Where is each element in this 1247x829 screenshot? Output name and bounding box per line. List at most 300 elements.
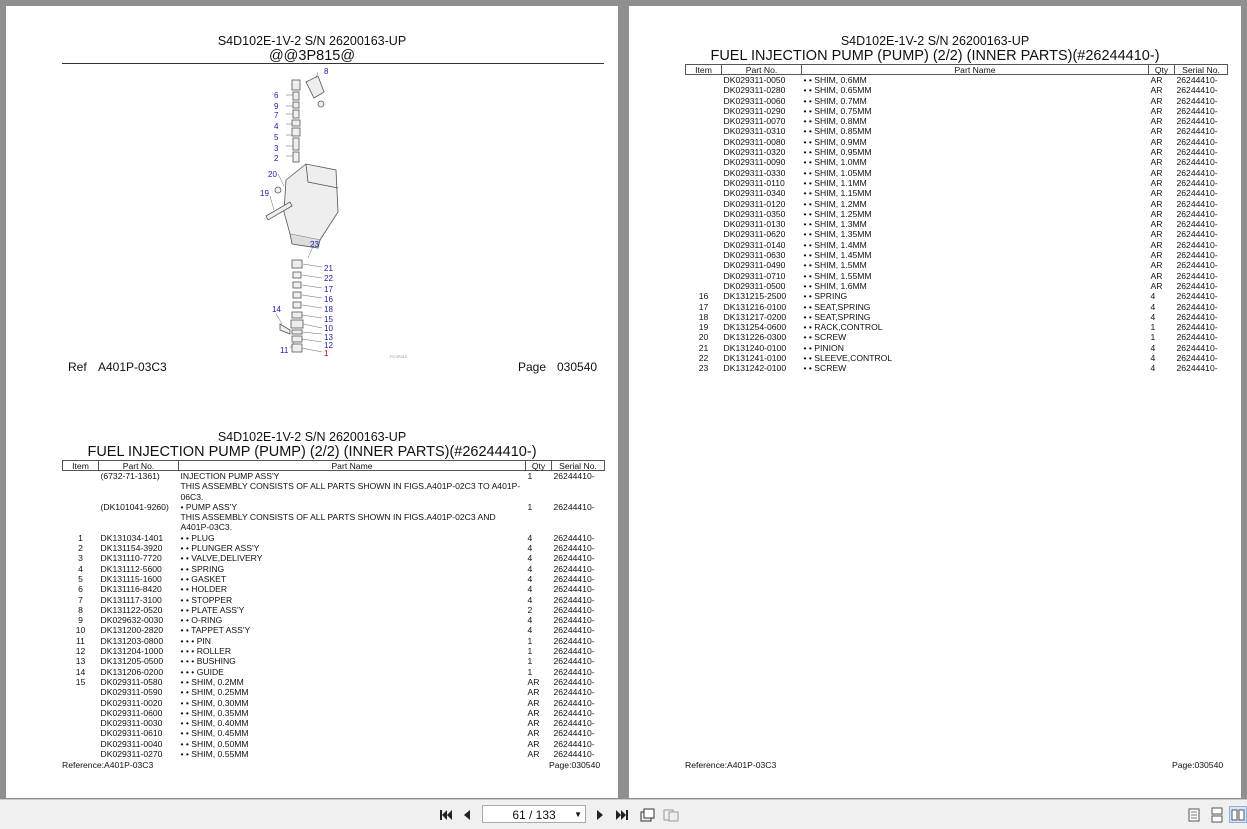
cell-part-no: DK131110-7720 — [100, 553, 162, 564]
viewer-toolbar — [0, 799, 1247, 829]
cell-serial: 26244410- — [1176, 75, 1218, 85]
cell-serial: 26244410- — [1176, 188, 1218, 199]
table-row — [686, 106, 1228, 116]
table-row — [63, 687, 605, 697]
cell-part-name: • • SHIM, 1.3MM — [803, 219, 867, 230]
cell-qty: AR — [1150, 85, 1163, 96]
cell-part-no — [99, 481, 179, 502]
cell-qty: 4 — [1150, 311, 1156, 322]
table-row — [686, 240, 1228, 250]
cell-part-no: DK029311-0340 — [723, 188, 786, 199]
next-page-icon[interactable] — [591, 806, 609, 823]
table-row — [63, 553, 605, 563]
cell-item: 22 — [698, 353, 709, 364]
cell-item — [63, 471, 99, 482]
table-row — [63, 584, 605, 594]
cell-item — [686, 137, 722, 147]
cell-item — [63, 708, 99, 718]
cell-serial: 26244410- — [553, 604, 595, 615]
cell-item: 12 — [75, 646, 86, 657]
page-indicator: 61 / 133 — [512, 808, 556, 822]
cell-qty: AR — [1150, 198, 1163, 209]
cell-part-no: DK029311-0310 — [723, 126, 786, 137]
cell-qty: AR — [1150, 116, 1163, 127]
cell-item — [686, 178, 722, 188]
cell-serial: 26244410- — [1176, 95, 1218, 106]
cell-serial: 26244410- — [553, 707, 595, 718]
cell-part-no: DK029311-0120 — [723, 198, 786, 209]
callout-label: 11 — [280, 346, 289, 355]
cell-item — [63, 512, 99, 533]
table-row — [63, 471, 605, 482]
cell-serial: 26244410- — [553, 471, 595, 481]
cell-part-name: • • O-RING — [180, 615, 223, 626]
header-part-no: Part No. — [722, 65, 802, 75]
cell-item: 18 — [698, 311, 709, 322]
section-title: S4D102E-1V-2 S/N 26200163-UP — [217, 430, 407, 444]
callout-label: 7 — [274, 111, 279, 120]
document-page-left — [6, 6, 618, 798]
cell-serial: 26244410- — [1176, 311, 1218, 322]
cell-serial: 26244410- — [553, 625, 595, 636]
cell-serial: 26244410- — [1176, 260, 1218, 271]
cell-part-name: THIS ASSEMBLY CONSISTS OF ALL PARTS SHOWN IN FIGS.A401P-02C3 AND A401P-03C3. — [180, 512, 496, 533]
cell-part-name: • • SHIM, 1.5MM — [803, 260, 867, 271]
cell-item — [686, 75, 722, 86]
callout-label: 22 — [324, 274, 333, 283]
cell-qty: AR — [1150, 126, 1163, 137]
cell-part-no: DK131205-0500 — [100, 656, 164, 667]
cell-qty: 1 — [1150, 332, 1156, 343]
cell-item: 17 — [698, 301, 709, 312]
cell-item — [686, 168, 722, 178]
cell-qty: AR — [1150, 219, 1163, 230]
header-item: Item — [63, 461, 99, 471]
table-row — [686, 199, 1228, 209]
callout-label: 15 — [324, 315, 333, 324]
cell-item — [63, 728, 99, 738]
cell-serial: 26244410- — [1176, 167, 1218, 178]
cell-serial: 26244410- — [553, 615, 595, 626]
cell-part-name: • • SHIM, 0.2MM — [180, 676, 244, 687]
cell-qty: 1 — [527, 471, 533, 481]
facing-icon[interactable] — [1229, 806, 1247, 823]
cell-qty: AR — [1150, 157, 1163, 168]
table-row — [686, 271, 1228, 281]
cell-qty: AR — [527, 687, 540, 698]
callout-label: 5 — [274, 133, 279, 142]
header-part-no: Part No. — [99, 461, 179, 471]
callout-label: 19 — [260, 189, 269, 198]
cell-item — [686, 271, 722, 281]
first-page-icon[interactable] — [437, 806, 455, 823]
parts-table — [685, 64, 1228, 374]
page-title: S4D102E-1V-2 S/N 26200163-UP — [840, 34, 1030, 48]
cell-serial: 26244410- — [1176, 322, 1218, 333]
cell-part-name: • • PLUG — [180, 532, 215, 543]
table-row — [686, 260, 1228, 270]
table-row — [686, 343, 1228, 353]
page-number-input[interactable] — [482, 805, 586, 823]
cell-item — [63, 687, 99, 697]
table-header-row — [686, 65, 1228, 75]
table-row — [63, 646, 605, 656]
continuous-icon[interactable] — [1208, 806, 1226, 823]
cell-part-name: • • SHIM, 0.65MM — [803, 85, 872, 96]
cell-serial: 26244410- — [553, 563, 595, 574]
cell-part-no: DK029311-0280 — [723, 85, 786, 96]
last-page-icon[interactable] — [613, 806, 631, 823]
cell-serial: 26244410- — [553, 584, 595, 595]
cell-part-no: DK029311-0710 — [723, 270, 786, 281]
cell-serial: 26244410- — [1176, 291, 1218, 302]
table-row — [63, 667, 605, 677]
cell-item: 6 — [78, 584, 83, 595]
cell-part-no: DK029311-0050 — [723, 75, 786, 85]
cell-part-name: • • SHIM, 1.25MM — [803, 208, 872, 219]
cell-part-no: DK029311-0060 — [723, 95, 786, 106]
cell-part-no: (DK101041-9260) — [100, 501, 169, 512]
cell-part-name: THIS ASSEMBLY CONSISTS OF ALL PARTS SHOWN IN FIGS.A401P-02C3 TO A401P-06C3. — [180, 481, 521, 502]
cell-item: 9 — [78, 615, 83, 626]
cell-part-name: • • SHIM, 0.40MM — [180, 718, 249, 729]
single-page-icon[interactable] — [1185, 806, 1203, 823]
page-subtitle: @@3P815@ — [268, 48, 356, 64]
cell-serial: 26244410- — [553, 697, 595, 708]
cell-part-no: DK029311-0330 — [723, 167, 786, 178]
cell-qty: 1 — [1150, 322, 1156, 333]
cell-qty: AR — [1150, 105, 1163, 116]
cell-part-no: DK029311-0140 — [723, 239, 786, 250]
prev-page-icon[interactable] — [458, 806, 476, 823]
cell-qty: 1 — [527, 501, 533, 512]
page-label: Page — [518, 360, 547, 374]
table-row — [686, 147, 1228, 157]
table-row — [63, 656, 605, 666]
cell-item — [686, 260, 722, 270]
cell-item — [686, 157, 722, 167]
cell-serial: 26244410- — [1176, 157, 1218, 168]
cell-part-no: DK131242-0100 — [723, 363, 787, 374]
cell-part-no: DK131206-0200 — [100, 666, 164, 677]
table-row — [686, 332, 1228, 342]
callout-label: 13 — [324, 333, 333, 342]
cell-item — [686, 240, 722, 250]
callout-label: 14 — [272, 305, 281, 314]
cell-item — [686, 147, 722, 157]
cell-item — [686, 250, 722, 260]
cell-part-no: DK029311-0020 — [100, 697, 163, 708]
cell-item: 23 — [698, 363, 709, 374]
cell-part-name: • • SHIM, 0.75MM — [803, 105, 872, 116]
cell-item — [686, 199, 722, 209]
cell-part-name: • • SHIM, 1.1MM — [803, 177, 867, 188]
cell-item — [686, 96, 722, 106]
cell-part-name: • • SHIM, 0.55MM — [180, 749, 249, 760]
cell-serial: 26244410- — [1176, 105, 1218, 116]
cell-item: 10 — [75, 625, 86, 636]
cell-item — [63, 718, 99, 728]
cell-item — [63, 481, 99, 502]
cell-part-name: • • SHIM, 1.0MM — [803, 157, 867, 168]
cell-part-name: • • SHIM, 0.25MM — [180, 687, 249, 698]
cell-qty: AR — [527, 718, 540, 729]
cell-serial: 26244410- — [553, 656, 595, 667]
cell-serial: 26244410- — [553, 728, 595, 739]
cell-part-no: DK029311-0110 — [723, 177, 785, 188]
cell-item — [686, 126, 722, 136]
callout-label: 6 — [274, 91, 279, 100]
cell-item: 5 — [78, 573, 83, 584]
table-row — [63, 698, 605, 708]
cell-part-name: • • SCREW — [803, 363, 847, 374]
callout-label: 8 — [324, 67, 329, 76]
callout-label: 23 — [310, 240, 319, 249]
cell-part-no: DK029311-0070 — [723, 116, 786, 127]
cell-item — [686, 209, 722, 219]
cell-item: 7 — [78, 594, 83, 605]
cell-part-no: DK029311-0350 — [723, 208, 786, 219]
cell-qty: 4 — [527, 584, 533, 595]
table-row — [63, 564, 605, 574]
cell-part-no: DK131112-5600 — [100, 563, 162, 574]
cell-item: 2 — [78, 543, 83, 554]
table-row — [686, 302, 1228, 312]
cell-qty: 4 — [527, 553, 533, 564]
cell-qty: 4 — [527, 563, 533, 574]
cell-part-no: DK029311-0610 — [100, 728, 163, 739]
table-row — [63, 605, 605, 615]
cell-item: 1 — [78, 532, 83, 543]
rotate-icon[interactable] — [638, 806, 656, 823]
table-row — [63, 512, 605, 533]
cell-item — [686, 281, 722, 291]
cell-part-name: • • • PIN — [180, 635, 212, 646]
cell-serial: 26244410- — [553, 687, 595, 698]
cell-item — [63, 502, 99, 512]
cell-part-name: • PUMP ASS'Y — [180, 501, 238, 512]
cell-item — [686, 85, 722, 95]
cell-part-no: DK131154-3920 — [100, 543, 163, 554]
table-row — [686, 281, 1228, 291]
table-row — [686, 209, 1228, 219]
page-value: 030540 — [557, 360, 598, 374]
cell-item — [686, 116, 722, 126]
chevron-down-icon[interactable]: ▼ — [574, 810, 582, 819]
cell-serial: 26244410- — [1176, 126, 1218, 137]
cell-part-no: DK131204-1000 — [100, 646, 164, 657]
cell-part-name: • • SHIM, 1.2MM — [803, 198, 867, 209]
cell-part-no: DK029311-0270 — [100, 749, 163, 760]
cell-qty: 2 — [527, 604, 533, 615]
cell-serial: 26244410- — [553, 666, 595, 677]
callout-label: 2 — [274, 154, 279, 163]
table-row — [686, 137, 1228, 147]
cell-serial: 26244410- — [1176, 208, 1218, 219]
cell-qty: AR — [1150, 95, 1163, 106]
cell-part-name: • • GASKET — [180, 573, 227, 584]
cell-qty: AR — [527, 738, 540, 749]
cell-qty: AR — [1150, 250, 1163, 261]
cell-serial: 26244410- — [553, 738, 595, 749]
cell-part-name: • • SHIM, 0.7MM — [803, 95, 867, 106]
table-row — [63, 533, 605, 543]
cell-item: 14 — [75, 666, 86, 677]
cell-serial: 26244410- — [553, 646, 595, 657]
header-serial: Serial No. — [552, 461, 605, 471]
cell-qty: AR — [1150, 208, 1163, 219]
exploded-parts-diagram — [246, 62, 408, 360]
cell-item: 13 — [75, 656, 86, 667]
cell-part-no: DK029311-0080 — [723, 136, 786, 147]
table-row — [63, 708, 605, 718]
cell-serial: 26244410- — [1176, 342, 1218, 353]
cell-qty: 1 — [527, 646, 533, 657]
callout-label: 17 — [324, 285, 333, 294]
cell-serial: 26244410- — [1176, 353, 1218, 364]
footer-reference: Reference:A401P-03C3 — [685, 760, 777, 770]
table-row — [686, 96, 1228, 106]
table-row — [686, 219, 1228, 229]
table-row — [63, 749, 605, 759]
callout-label: 10 — [324, 324, 333, 333]
cell-part-no: DK131116-8420 — [100, 584, 162, 595]
cell-part-no: DK131122-0520 — [100, 604, 163, 615]
cell-serial: 26244410- — [1176, 219, 1218, 230]
cell-part-name: • • SHIM, 0.85MM — [803, 126, 872, 137]
cell-serial: 26244410- — [553, 749, 595, 760]
cell-part-name: • • • ROLLER — [180, 646, 232, 657]
cell-qty: 4 — [527, 594, 533, 605]
cell-item: 11 — [76, 635, 85, 646]
table-row — [686, 322, 1228, 332]
callout-label: 4 — [274, 122, 279, 131]
ref-value: A401P-03C3 — [98, 360, 167, 374]
callout-label: 20 — [268, 170, 277, 179]
cell-qty: AR — [527, 707, 540, 718]
cell-item: 16 — [698, 291, 709, 302]
cell-item: 20 — [698, 332, 709, 343]
cell-part-name: • • HOLDER — [180, 584, 228, 595]
table-row — [686, 126, 1228, 136]
cell-qty: 4 — [1150, 301, 1156, 312]
cell-part-name: • • RACK,CONTROL — [803, 322, 883, 333]
footer-reference: Reference:A401P-03C3 — [62, 760, 154, 770]
table-row — [686, 168, 1228, 178]
cell-qty — [526, 481, 552, 502]
cell-qty: AR — [1150, 188, 1163, 199]
cell-item: 19 — [698, 322, 709, 333]
ref-label: Ref — [68, 360, 87, 374]
cell-part-name: • • SHIM, 1.45MM — [803, 250, 872, 261]
cell-qty: AR — [527, 676, 540, 687]
table-row — [686, 85, 1228, 95]
cell-part-no — [99, 512, 179, 533]
cell-part-name: • • SHIM, 0.50MM — [180, 738, 249, 749]
cell-serial — [552, 512, 605, 533]
cell-part-no: DK131226-0300 — [723, 332, 787, 343]
cell-serial: 26244410- — [553, 635, 595, 646]
page-title: S4D102E-1V-2 S/N 26200163-UP — [217, 34, 407, 48]
cell-serial: 26244410- — [553, 594, 595, 605]
table-row — [63, 574, 605, 584]
cell-part-name: • • • BUSHING — [180, 656, 236, 667]
cell-qty: AR — [1150, 147, 1163, 158]
table-row — [686, 188, 1228, 198]
cell-item — [686, 106, 722, 116]
cell-item — [686, 188, 722, 198]
cell-serial: 26244410- — [1176, 250, 1218, 261]
cell-part-no: DK131117-3100 — [100, 594, 162, 605]
cell-part-name: • • SHIM, 1.05MM — [803, 167, 872, 178]
cell-item: 15 — [75, 676, 86, 687]
header-serial: Serial No. — [1175, 65, 1228, 75]
cell-part-name: • • SCREW — [803, 332, 847, 343]
table-row — [686, 157, 1228, 167]
cell-serial: 26244410- — [1176, 363, 1218, 374]
cell-part-name: • • SHIM, 1.15MM — [803, 188, 872, 199]
table-row — [686, 291, 1228, 301]
cell-part-no: DK029311-0600 — [100, 707, 163, 718]
callout-label: 18 — [324, 305, 333, 314]
cell-part-name: • • SHIM, 1.55MM — [803, 270, 872, 281]
cell-qty: AR — [1150, 167, 1163, 178]
cell-qty: 4 — [1150, 363, 1156, 374]
cell-part-name: • • SEAT,SPRING — [803, 301, 871, 312]
cell-part-name: • • SHIM, 0.30MM — [180, 697, 249, 708]
cell-serial: 26244410- — [1176, 136, 1218, 147]
table-row — [686, 312, 1228, 322]
header-qty: Qty — [1149, 65, 1175, 75]
cell-part-no: DK029311-0030 — [100, 718, 163, 729]
cell-part-name: • • SHIM, 1.35MM — [803, 229, 872, 240]
cell-part-name: • • SEAT,SPRING — [803, 311, 871, 322]
page-subtitle: FUEL INJECTION PUMP (PUMP) (2/2) (INNER PARTS)(#26244410-) — [710, 48, 1160, 64]
cell-serial: 26244410- — [1176, 301, 1218, 312]
table-row — [63, 739, 605, 749]
table-row — [63, 625, 605, 635]
cell-part-name: • • SHIM, 0.8MM — [803, 116, 867, 127]
callout-label: 3 — [274, 144, 279, 153]
cell-qty: AR — [1150, 75, 1163, 85]
table-row — [63, 718, 605, 728]
cell-serial: 26244410- — [1176, 229, 1218, 240]
cell-serial: 26244410- — [553, 553, 595, 564]
cell-qty: 4 — [527, 625, 533, 636]
cell-part-name: • • SPRING — [180, 563, 225, 574]
cell-qty: AR — [1150, 280, 1163, 291]
cell-part-name: • • SHIM, 0.95MM — [803, 147, 872, 158]
cell-part-no: DK131034-1401 — [100, 532, 164, 543]
cell-serial: 26244410- — [553, 543, 595, 554]
cell-item: 8 — [78, 604, 83, 615]
cell-part-no: DK029311-0130 — [723, 219, 786, 230]
header-item: Item — [686, 65, 722, 75]
table-row — [686, 363, 1228, 373]
callout-label: 12 — [324, 341, 333, 350]
cell-item — [63, 749, 99, 759]
cell-serial: 26244410- — [1176, 280, 1218, 291]
cell-part-no: DK131203-0800 — [100, 635, 164, 646]
cell-qty: 4 — [1150, 353, 1156, 364]
cell-item: 4 — [78, 563, 83, 574]
cell-qty: 4 — [527, 532, 533, 543]
two-page-icon[interactable] — [662, 806, 680, 823]
table-row — [63, 636, 605, 646]
cell-part-no: DK029311-0590 — [100, 687, 163, 698]
cell-qty: 4 — [527, 573, 533, 584]
cell-part-no: DK029311-0620 — [723, 229, 786, 240]
